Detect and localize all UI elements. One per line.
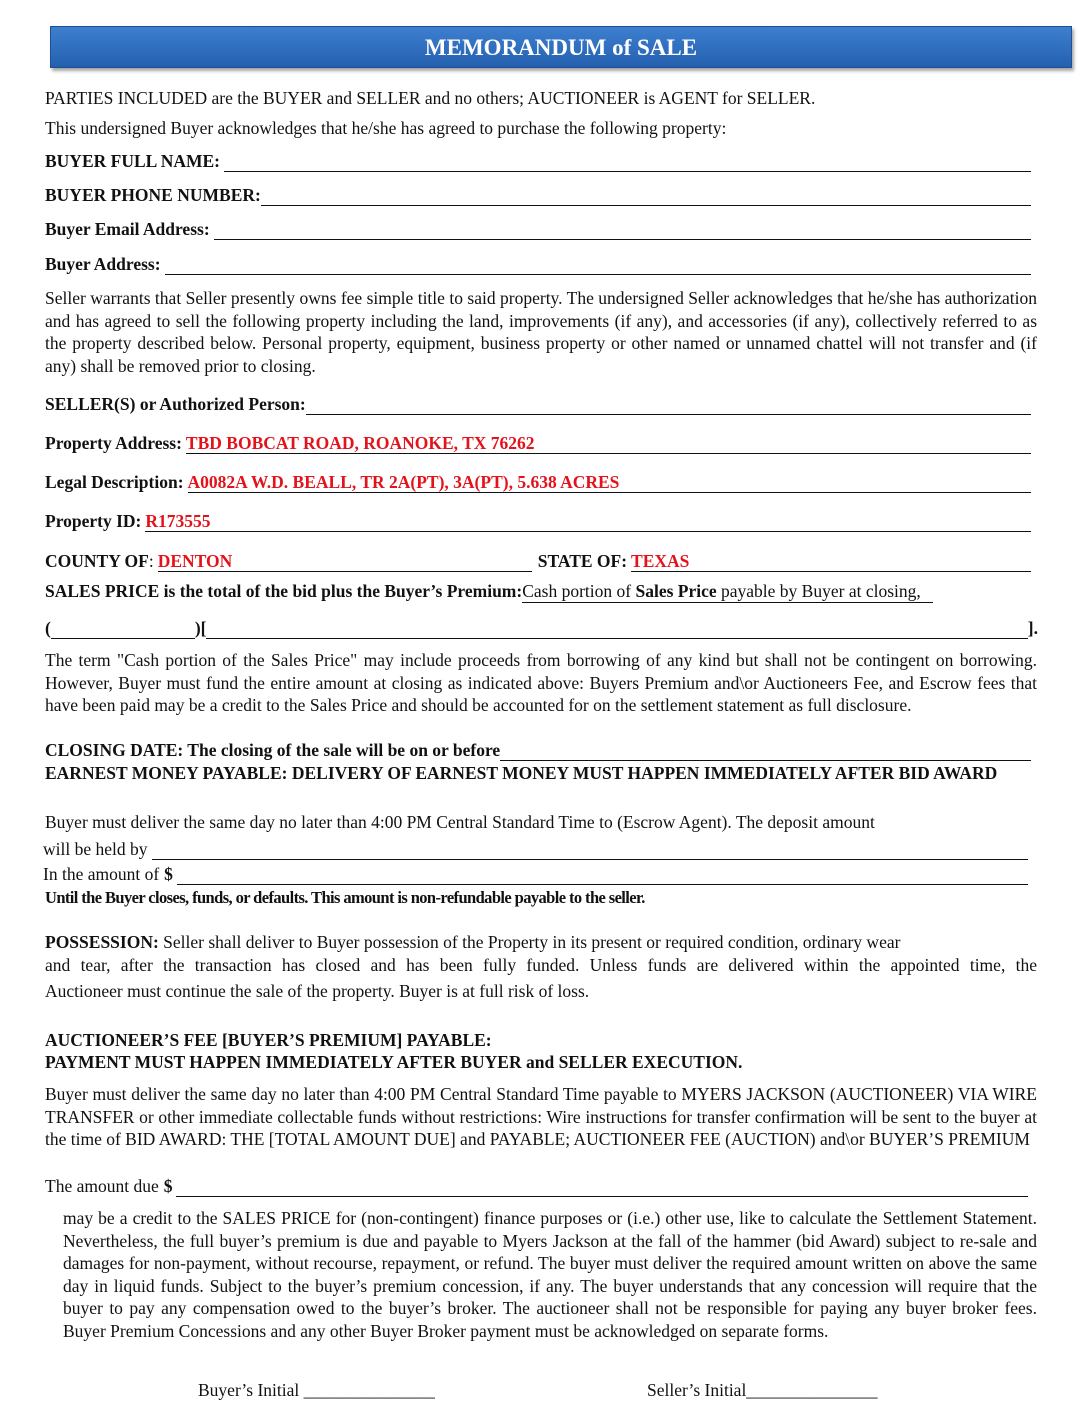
buyer-phone-label: BUYER PHONE NUMBER: [45,185,261,205]
paren-open: ( [45,618,51,638]
closing-date-field[interactable] [45,739,1031,761]
cash-portion-prefix: Cash portion of [522,581,636,601]
possession-label: POSSESSION: [45,932,159,952]
seller-input[interactable] [306,396,1031,415]
county-input[interactable] [158,553,532,572]
amount-due-field[interactable] [45,1175,1028,1197]
sales-price-row [45,580,933,603]
cash-portion-suffix: payable by Buyer at closing, [716,581,921,601]
auctioneer-fee-heading-2: PAYMENT MUST HAPPEN IMMEDIATELY AFTER BUYER and SELLER EXECUTION. [45,1052,743,1072]
buyer-initial-field[interactable]: Buyer’s Initial _______________ [198,1380,435,1400]
earnest-money-heading: EARNEST MONEY PAYABLE: DELIVERY OF EARNEST MONEY MUST HAPPEN IMMEDIATELY AFTER BID AWARD [45,763,998,783]
buyer-email-label: Buyer Email Address: [45,219,210,239]
possession-line-2: and tear, after the transaction has closed and has been fully funded. Unless funds are delivered within the appointed time, the [45,955,1037,975]
amount-due-label: The amount due [45,1176,159,1196]
auctioneer-fee-heading-1: AUCTIONEER’S FEE [BUYER’S PREMIUM] PAYABLE: [45,1030,492,1050]
earnest-amount-input[interactable] [177,866,1028,885]
buyer-acknowledgement: This undersigned Buyer acknowledges that he/she has agreed to purchase the following property: [45,118,727,138]
page-title: MEMORANDUM of SALE [424,35,698,60]
earnest-amount-label: In the amount of [43,864,160,884]
seller-warranty-paragraph: Seller warrants that Seller presently owns fee simple title to said property. The undersigned Seller acknowledges that he/she has authorization and has agreed to sell the following property including the land, improvements (if any), and accessories (if any), collectively referred to as the property described below. Personal property, equipment, business property or other named or unnamed chattel will not transfer and (if any) shall be removed prior to closing. [45,288,1037,376]
property-address-value: TBD BOBCAT ROAD, ROANOKE, TX 76262 [185,433,535,453]
buyer-phone-input[interactable] [261,187,1031,206]
bracket-close: ]. [1027,618,1038,638]
buyer-email-input[interactable] [214,221,1031,240]
sales-price-written-input[interactable] [206,620,1027,639]
property-id-field[interactable] [45,510,1031,532]
property-id-label: Property ID: [45,511,142,531]
property-address-label: Property Address: [45,433,182,453]
cash-portion-text [522,580,933,603]
state-value: TEXAS [631,551,690,571]
county-label: COUNTY OF [45,551,149,571]
property-address-input[interactable] [186,435,1031,454]
paren-close: )[ [194,618,207,638]
legal-description-value: A0082A W.D. BEALL, TR 2A(PT), 3A(PT), 5.638 ACRES [187,472,620,492]
buyer-email-field[interactable] [45,218,1031,240]
sales-price-label: SALES PRICE is the total of the bid plus the Buyer’s Premium: [45,581,523,601]
sales-price-numeric-input[interactable] [51,620,195,639]
buyer-full-name-field[interactable] [45,150,1031,172]
cash-portion-term-paragraph: The term "Cash portion of the Sales Price" may include proceeds from borrowing of any kind but shall not be contingent on borrowing. However, Buyer must fund the entire amount at closing as indicated above: Buyers Premium and\or Auctioneers Fee, and Escrow fees that have been paid may be a credit to the Sales Price and should be accounted for on the settlement statement as full disclosure. [45,650,1037,716]
amount-due-dollar-sign: $ [163,1176,173,1196]
possession-line-3: Auctioneer must continue the sale of the property. Buyer is at full risk of loss. [45,981,590,1001]
legal-description-label: Legal Description: [45,472,184,492]
legal-description-input[interactable] [188,474,1031,493]
earnest-money-text: Buyer must deliver the same day no later than 4:00 PM Central Standard Time to (Escrow Agent). The deposit amount [45,812,875,832]
buyer-phone-field[interactable] [45,184,1031,206]
county-state-row [45,550,1031,572]
possession-line-1 [45,931,900,953]
page-title-banner [50,26,1072,68]
sales-price-amount-row [45,617,1038,639]
buyer-address-field[interactable] [45,253,1031,275]
buyer-full-name-input[interactable] [224,153,1031,172]
seller-initial-field[interactable]: Seller’s Initial_______________ [647,1380,878,1400]
possession-text-1: Seller shall deliver to Buyer possession of the Property in its present or required condition, ordinary wear [158,932,901,952]
parties-statement: PARTIES INCLUDED are the BUYER and SELLER and no others; AUCTIONEER is AGENT for SELLER. [45,88,816,108]
county-value: DENTON [157,551,233,571]
closing-date-label: CLOSING DATE: The closing of the sale will be on or before [45,740,501,760]
closing-date-input[interactable] [500,742,1031,761]
held-by-label: will be held by [43,839,148,859]
buyer-full-name-label: BUYER FULL NAME: [45,151,221,171]
buyer-address-input[interactable] [165,256,1031,275]
earnest-dollar-sign: $ [164,864,173,884]
legal-description-field[interactable] [45,471,1031,493]
amount-due-input[interactable] [176,1178,1028,1197]
buyer-premium-credit-paragraph: may be a credit to the SALES PRICE for (non-contingent) finance purposes or (i.e.) other use, like to calculate the Settlement Statement. Nevertheless, the full buyer’s premium is due and payable to Myers Jackson at the fall of the hammer (bid Award) subject to re-sale and damages for non-payment, without recourse, repayment, or refund. The buyer must deliver the required amount written on above the same day in liquid funds. Subject to the buyer’s premium concession, if any. The buyer understands that any concession will require that the buyer to pay any compensation owed to the buyer’s broker. The auctioneer shall not be responsible for paying any buyer broker fees. Buyer Premium Concessions and any other Buyer Broker payment must be acknowledged on separate forms. [63,1208,1037,1341]
state-label: STATE OF: [537,551,628,571]
seller-label: SELLER(S) or Authorized Person: [45,394,306,414]
state-input[interactable] [631,553,1031,572]
seller-field[interactable] [45,393,1031,415]
property-address-field[interactable] [45,432,1031,454]
earnest-amount-field[interactable] [43,863,1028,885]
cash-portion-bold: Sales Price [635,581,717,601]
auctioneer-fee-paragraph: Buyer must deliver the same day no later than 4:00 PM Central Standard Time payable to MYERS JACKSON (AUCTIONEER) VIA WIRE TRANSFER or other immediate collectable funds without restrictions: Wire instructions for transfer confirmation will be sent to the buyer at the time of BID AWARD: THE [TOTAL AMOUNT DUE] and PAYABLE; AUCTIONEER FEE (AUCTION) and\or BUYER’S PREMIUM [45,1084,1037,1150]
county-colon: : [148,551,154,571]
buyer-address-label: Buyer Address: [45,254,161,274]
held-by-input[interactable] [152,841,1029,860]
held-by-field[interactable] [43,838,1028,860]
property-id-input[interactable] [145,513,1031,532]
non-refundable-notice: Until the Buyer closes, funds, or defaults. This amount is non-refundable payable to the seller. [45,888,645,907]
property-id-value: R173555 [145,511,211,531]
